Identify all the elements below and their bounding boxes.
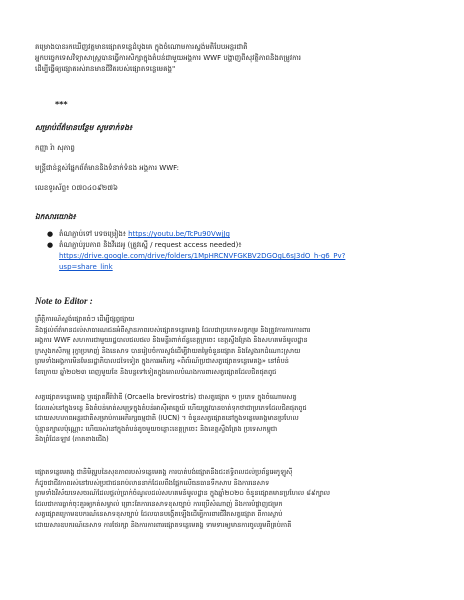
note-paragraph-2: សត្វផ្សោតទន្លេមេគង្គ ឬផ្សោតអ៊ីរ៉ាវ៉ាឌី (Orcaella brevirostris) ជាសត្វផ្សោត ១ ប្រភេទ ក្នុងចំណោមសត្វ ដែលរស់នៅក្នុងទន្លេ និងតំបន់មាត់សមុទ្រក្នុងតំបន់អាស៊ីអាគ្នេយ៍ ហើយត្រូវបានចាត់ទុកថាជាប្រភេទដែលជិតផុតពូជ ដោយសហភាពអន្តរជាតិសម្រាប់ការអភិរក្សធម្មជាតិ (IUCN) ។ ចំនួនសត្វផ្សោតនៅក្នុងទន្លេមេគង្គមានប្រហែល ប៉ុន្មានក្បាលប៉ុណ្ណោះ ហើយរស់នៅក្នុងតំបន់តូចមួយចន្លោះខេត្តក្រចេះ និងខេត្តស្ទឹងត្រែង ប្រទេសកម្ពុជា និងព្រំដែនឡាវ (ភាគខាងជើង) xyxy=(35,393,307,443)
contact-phone: លេខទូរស័ព្ទ៖ ០៧០៤០៩២៧៦ xyxy=(35,184,118,192)
attachment-label: តំណភ្ជាប់ទៅ បទចម្រៀង៖ xyxy=(59,230,129,238)
attachment-item-song xyxy=(47,229,427,240)
intro-line-2: អ្នកបច្ចេកទេសវិទ្យាសាស្ត្របានធ្វើការសិក្សាក្នុងតំបន់ជាមួយអង្គការ WWF បង្ហាញពីសុវត្ថិភាពនិងតម្រូវការ xyxy=(35,54,301,62)
note-paragraph-3: ផ្សោតទន្លេមេគង្គ ជានិមិត្តរូបនៃសុខភាពរបស់ទន្លេមេគង្គ ការបាត់បង់ផ្សោតនឹងជះឥទ្ធិពលដល់ប្រព័ន្ធអេកូឡូស៊ី ក៏ដូចជាជីវភាពរស់នៅរបស់ប្រជាជនរាប់លាននាក់ដែលពឹងផ្អែកលើធនធានទឹកសាប និងការនេសាទ ព្រមទាំងវិស័យទេសចរណ៍ដែលផ្តល់ប្រាក់ចំណូលដល់សហគមន៍មូលដ្ឋាន ក្នុងឆ្នាំ២០២០ ចំនួនផ្សោតមានប្រហែល ៨៩ក្បាល ដែលជាការធ្លាក់ចុះគួរឲ្យកត់សម្គាល់ ព្រោះតែការនេសាទខុសច្បាប់ ការប្រើសំណាញ់ និងការបំផ្លាញជម្រក សត្វផ្សោតក្រោមឧបករណ៍នេសាទខុសច្បាប់ ដែលបានបង្កើតឡើងដើម្បីការពារជីវិតសត្វផ្សោត ពីការស្លាប់ ដោយសារឧបករណ៍នេសាទ ការថែរក្សា និងការការពារផ្សោតទន្លេមេគង្គ ទាមទារឲ្យមានការចូលរួមពីគ្រប់ភាគី xyxy=(35,468,331,529)
intro-line-1: គម្រោងបានរកឃើញវត្តមានផ្សោតទន្លេដំបូងគេ ក្នុងចំណោមការស្ទង់មតិបែបអន្តរជាតិ xyxy=(35,43,248,51)
song-link[interactable]: https://youtu.be/TcPu90VwjJg xyxy=(128,230,230,238)
attachment-list xyxy=(47,229,427,273)
attachment-item-media xyxy=(47,240,427,273)
section-separator: *** xyxy=(55,100,68,109)
drive-link[interactable]: https://drive.google.com/drive/folders/1MpHRCNVFGKBV2DGOgL6sJ3dO_h-g6_Pv? usp=share_link xyxy=(59,252,346,271)
contact-heading: សម្រាប់ព័ត៌មានបន្ថែម សូមទាក់ទង៖ xyxy=(35,123,133,132)
bullet-icon: ● xyxy=(47,241,54,249)
bullet-icon: ● xyxy=(47,230,54,238)
contact-name: កញ្ញា រ៉ា សុភាព្វ xyxy=(35,144,75,152)
contact-role: មន្ត្រីជាន់ខ្ពស់ផ្នែកព័ត៌មាននិងទំនាក់ទំនង អង្គការ WWF: xyxy=(35,164,179,172)
note-heading: Note to Editor : xyxy=(35,296,93,306)
attachments-heading: ឯកសារយោង៖ xyxy=(35,212,76,221)
note-paragraph-1: ព្រឹត្តិការណ៍ស្ទង់ផ្សោតធំៗ ដើម្បីផ្សព្វផ្សាយ និងផ្តល់ព័ត៌មានដល់សាធារណជនអំពីស្ថានភាពរបស់ផ្សោតទន្លេមេគង្គ ដែលជាប្រភេទសត្វកម្រ និងត្រូវការការការពារ អង្គការ WWF សហការជាមួយរដ្ឋបាលជលផល និងមន្ទីរពាក់ព័ន្ធខេត្តក្រចេះ ខេត្តស្ទឹងត្រែង និងសហគមន៍មូលដ្ឋាន ក្រសួងកសិកម្ម រុក្ខាប្រមាញ់ និងនេសាទ បានរៀបចំការស្ទង់ដើម្បីវាយតម្លៃចំនួនផ្សោត និងស្វែងរកដំណោះស្រាយ ព្រមទាំងអង្គការមិនមែនរដ្ឋាភិបាលដទៃទៀត ក្នុងការអភិរក្ស «ពិព័រណ៍ប្រជាសត្វផ្សោតទន្លេមេគង្គ» នៅតំបន់ ខែក្រោយ ឆ្នាំ២០២៣ ពេញមួយខែ និងបន្តទៅទៀតក្នុងគោលបំណងការពារសត្វផ្សោតដែលជិតផុតពូជ xyxy=(35,315,311,376)
intro-line-3: ដើម្បីធ្វើឲ្យផ្សោតរស់រានមានជីវិតរបស់ផ្សោតទន្លេមេគង្គ" xyxy=(35,65,176,73)
attachment-label: តំណភ្ជាប់រូបភាព និងវីដេអូ (ត្រូវស្នើ / request access needed)៖ xyxy=(59,241,242,249)
